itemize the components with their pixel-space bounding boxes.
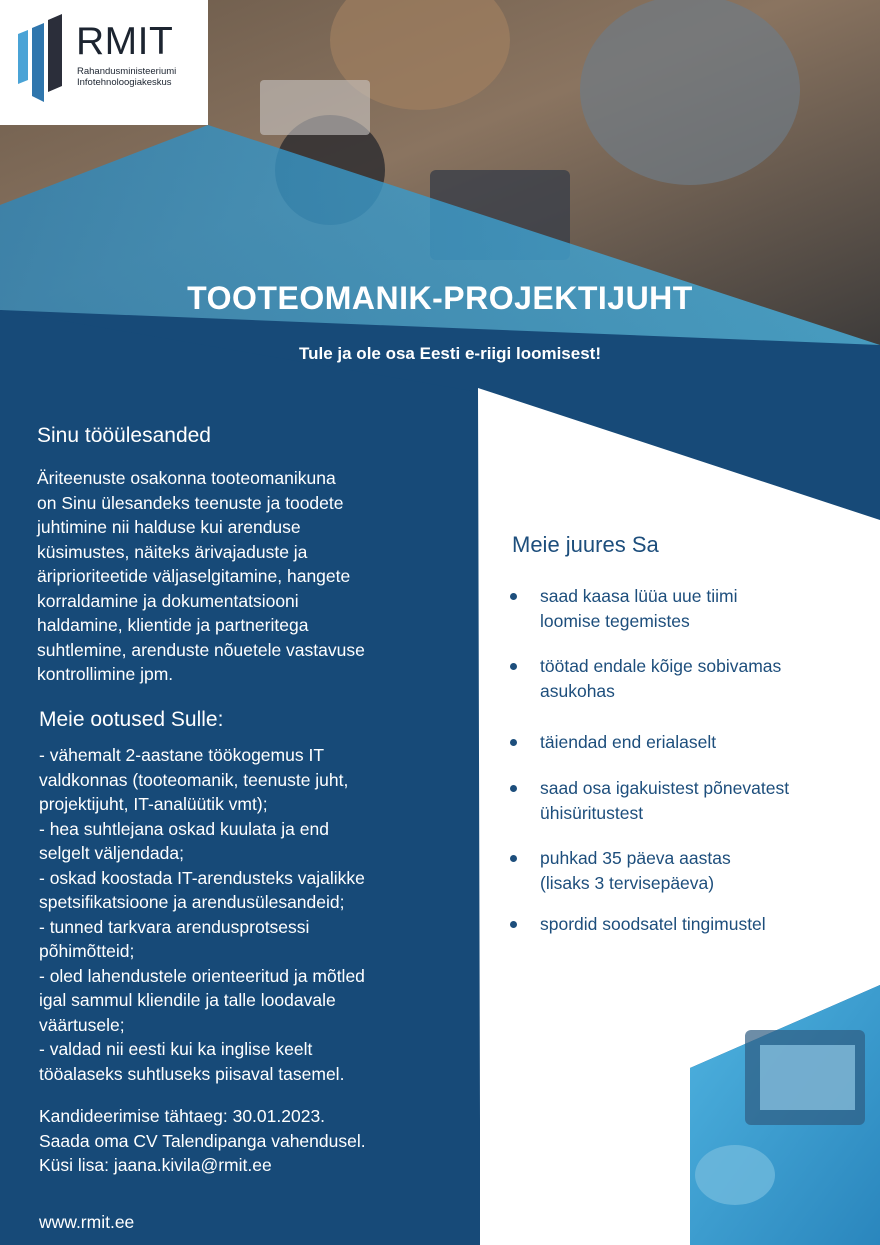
benefit-line: loomise tegemistes xyxy=(540,610,690,631)
benefit-line: töötad endale kõige sobivamas xyxy=(540,656,782,676)
expectations-line: - vähemalt 2-aastane töökogemus IT xyxy=(39,745,325,765)
application-deadline: Kandideerimise tähtaeg: 30.01.2023. xyxy=(39,1106,326,1126)
list-item xyxy=(508,776,878,825)
expectations-line: igal sammul kliendile ja talle loodavale xyxy=(39,990,336,1010)
benefit-line: spordid soodsatel tingimustel xyxy=(540,914,766,934)
duties-line: kontrollimine jpm. xyxy=(37,664,174,684)
expectations-line: projektijuht, IT-analüütik vmt); xyxy=(39,794,268,814)
expectations-line: selgelt väljendada; xyxy=(39,843,184,863)
expectations-line: - hea suhtlejana oskad kuulata ja end xyxy=(39,818,329,839)
benefit-line: täiendad end erialaselt xyxy=(540,732,717,752)
expectations-line: väärtusele; xyxy=(39,1014,125,1035)
expectations-line: spetsifikatsioone ja arendusülesandeid; xyxy=(39,892,345,912)
expectations-line: valdkonnas (tooteomanik, teenuste juht, xyxy=(39,769,349,790)
list-item xyxy=(508,654,878,703)
expectations-line: - oled lahendustele orienteeritud ja mõtled xyxy=(39,965,365,986)
expectations-heading: Meie ootused Sulle: xyxy=(39,708,224,731)
duties-line: haldamine, klientide ja partneritega xyxy=(37,615,309,635)
duties-line: korraldamine ja dokumentatsiooni xyxy=(37,590,299,611)
benefit-line: asukohas xyxy=(540,680,615,701)
duties-line: juhtimine nii halduse kui arenduse xyxy=(37,517,301,537)
duties-line: küsimustes, näiteks ärivajaduste ja xyxy=(37,541,308,562)
benefit-line: saad osa igakuistest põnevatest xyxy=(540,778,790,798)
contact-info xyxy=(39,1104,474,1178)
expectations-line: - tunned tarkvara arendusprotsessi xyxy=(39,916,310,937)
duties-text xyxy=(37,466,472,687)
contact-email[interactable]: Küsi lisa: jaana.kivila@rmit.ee xyxy=(39,1155,272,1175)
duties-line: suhtlemine, arenduste nõuetele vastavuse xyxy=(37,639,365,660)
list-item xyxy=(508,912,878,937)
bullet-icon xyxy=(510,593,517,600)
list-item xyxy=(508,730,878,755)
benefits-heading: Meie juures Sa xyxy=(512,532,659,557)
logo-name: RMIT xyxy=(76,20,174,63)
rmit-logo-icon xyxy=(14,14,66,104)
page-title: TOOTEOMANIK-PROJEKTIJUHT xyxy=(187,280,693,316)
bullet-icon xyxy=(510,855,517,862)
website-link[interactable]: www.rmit.ee xyxy=(39,1212,135,1232)
bullet-icon xyxy=(510,739,517,746)
benefit-line: ühisüritustest xyxy=(540,802,644,823)
expectations-line: põhimõtteid; xyxy=(39,941,135,961)
apply-instructions: Saada oma CV Talendipanga vahendusel. xyxy=(39,1130,366,1151)
logo-subtitle xyxy=(77,66,176,88)
benefit-line: (lisaks 3 tervisepäeva) xyxy=(540,872,715,893)
duties-line: äriprioriteetide väljaselgitamine, hangete xyxy=(37,566,351,586)
list-item xyxy=(508,584,878,633)
expectations-line: tööalaseks suhtluseks piisaval tasemel. xyxy=(39,1063,345,1084)
page-subtitle: Tule ja ole osa Eesti e-riigi loomisest! xyxy=(299,344,601,363)
bullet-icon xyxy=(510,785,517,792)
expectations-line: - valdad nii eesti kui ka inglise keelt xyxy=(39,1039,313,1059)
expectations-text xyxy=(39,743,474,1086)
logo-subtitle-line2: Infotehnoloogiakeskus xyxy=(77,77,172,88)
logo-subtitle-line1: Rahandusministeeriumi xyxy=(77,66,177,77)
expectations-line: - oskad koostada IT-arendusteks vajalikke xyxy=(39,867,365,888)
bullet-icon xyxy=(510,921,517,928)
bullet-icon xyxy=(510,663,517,670)
benefit-line: puhkad 35 päeva aastas xyxy=(540,848,731,868)
duties-line: Äriteenuste osakonna tooteomanikuna xyxy=(37,468,336,488)
logo-area xyxy=(0,0,208,125)
benefit-line: saad kaasa lüüa uue tiimi xyxy=(540,586,738,606)
duties-line: on Sinu ülesandeks teenuste ja toodete xyxy=(37,492,344,513)
list-item xyxy=(508,846,878,895)
duties-heading: Sinu tööülesanded xyxy=(37,424,211,447)
